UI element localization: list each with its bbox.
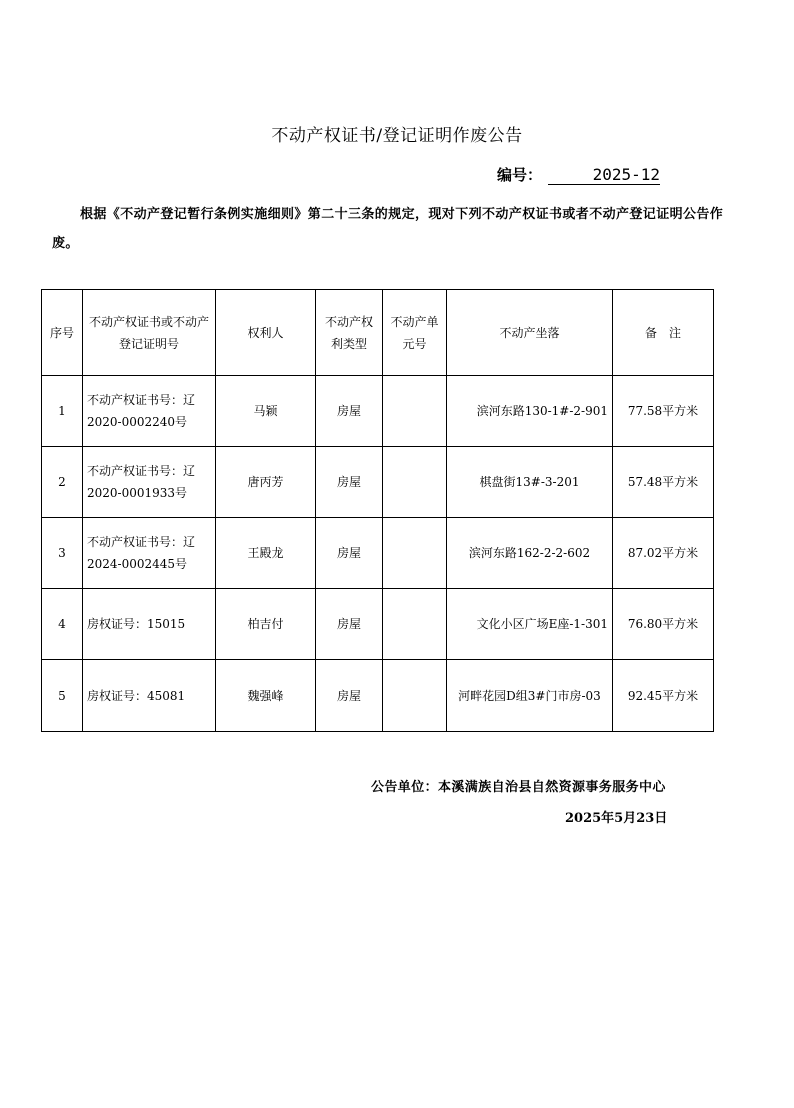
- table-row: [42, 376, 714, 447]
- header-unit: 不动产单元号: [383, 290, 447, 376]
- cell-remark: 77.58平方米: [613, 376, 714, 447]
- table-row: [42, 589, 714, 660]
- cell-unit: [383, 589, 447, 660]
- cell-remark: 87.02平方米: [613, 518, 714, 589]
- cell-unit: [383, 376, 447, 447]
- cell-owner: 马颖: [216, 376, 316, 447]
- cell-seq: 2: [42, 447, 83, 518]
- publish-date: 2025年5月23日: [565, 811, 668, 826]
- cell-type: 房屋: [316, 518, 383, 589]
- cell-location: 棋盘街13#-3-201: [447, 447, 613, 518]
- header-remark: 备 注: [613, 290, 714, 376]
- cell-remark: 57.48平方米: [613, 447, 714, 518]
- cell-seq: 5: [42, 660, 83, 732]
- document-number-label: 编号：: [497, 166, 543, 184]
- document-number-value: 2025-12: [548, 166, 660, 185]
- cell-seq: 4: [42, 589, 83, 660]
- cell-type: 房屋: [316, 447, 383, 518]
- cell-remark: 76.80平方米: [613, 589, 714, 660]
- cell-owner: 柏吉付: [216, 589, 316, 660]
- cell-cert: 不动产权证书号：辽2020-0002240号: [83, 376, 216, 447]
- cell-cert: 房权证号：45081: [83, 660, 216, 732]
- table-row: [42, 660, 714, 732]
- cell-cert: 房权证号：15015: [83, 589, 216, 660]
- cell-cert: 不动产权证书号：辽2020-0001933号: [83, 447, 216, 518]
- publisher-line: 公告单位：本溪满族自治县自然资源事务服务中心: [371, 780, 666, 795]
- void-notice-table: [41, 289, 714, 732]
- cell-seq: 1: [42, 376, 83, 447]
- cell-cert: 不动产权证书号：辽2024-0002445号: [83, 518, 216, 589]
- cell-seq: 3: [42, 518, 83, 589]
- cell-unit: [383, 518, 447, 589]
- cell-owner: 王殿龙: [216, 518, 316, 589]
- intro-paragraph: 根据《不动产登记暂行条例实施细则》第二十三条的规定，现对下列不动产权证书或者不动产登记证明公告作废。: [52, 207, 724, 251]
- cell-owner: 魏强峰: [216, 660, 316, 732]
- cell-type: 房屋: [316, 376, 383, 447]
- cell-location: 文化小区广场E座-1-301: [447, 589, 613, 660]
- table-row: [42, 518, 714, 589]
- cell-remark: 92.45平方米: [613, 660, 714, 732]
- cell-unit: [383, 447, 447, 518]
- header-type: 不动产权利类型: [316, 290, 383, 376]
- cell-location: 滨河东路130-1#-2-901: [447, 376, 613, 447]
- page-title: 不动产权证书/登记证明作废公告: [271, 126, 523, 146]
- table-row: [42, 447, 714, 518]
- cell-type: 房屋: [316, 589, 383, 660]
- cell-owner: 唐丙芳: [216, 447, 316, 518]
- cell-location: 滨河东路162-2-2-602: [447, 518, 613, 589]
- document-number: [497, 164, 660, 185]
- header-seq: 序号: [42, 290, 83, 376]
- header-owner: 权利人: [216, 290, 316, 376]
- cell-location: 河畔花园D组3#门市房-03: [447, 660, 613, 732]
- header-location: 不动产坐落: [447, 290, 613, 376]
- cell-unit: [383, 660, 447, 732]
- cell-type: 房屋: [316, 660, 383, 732]
- header-cert: 不动产权证书或不动产登记证明号: [83, 290, 216, 376]
- table-header-row: [42, 290, 714, 376]
